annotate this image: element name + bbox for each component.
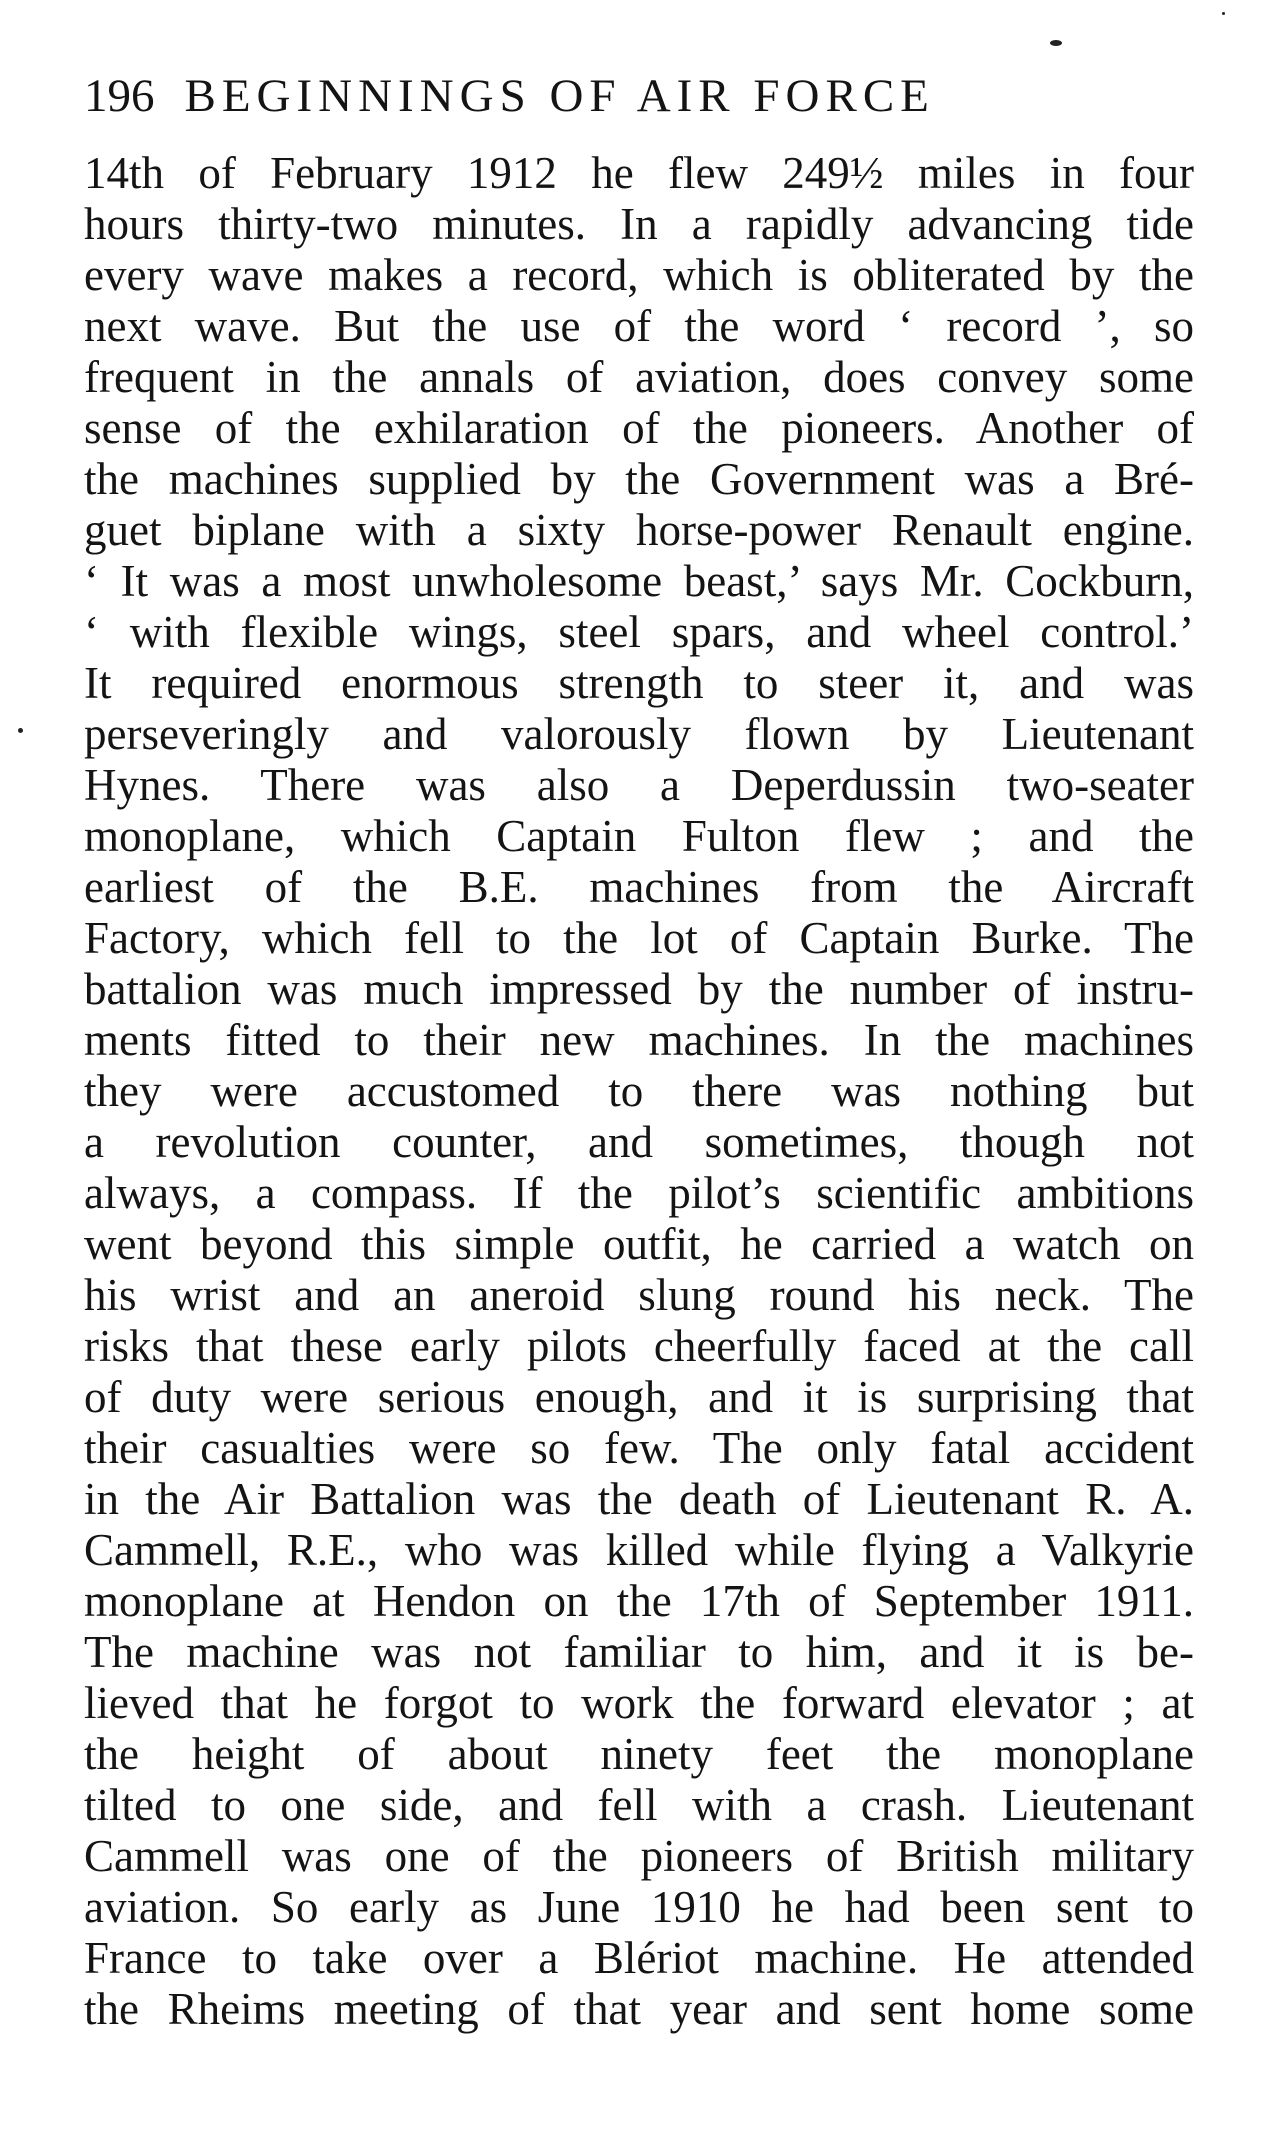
text-line: of duty were serious enough, and it is surprising that [84,1372,1194,1422]
text-line: ments fitted to their new machines. In the machines [84,1015,1194,1065]
print-speck [1222,12,1225,15]
text-line: The machine was not familiar to him, and it is be- [84,1627,1194,1677]
text-line: the machines supplied by the Government was a Bré- [84,454,1194,504]
page-number: 196 [84,70,155,122]
text-line: next wave. But the use of the word ‘ record ’, so [84,301,1194,351]
text-line: in the Air Battalion was the death of Lieutenant R. A. [84,1474,1194,1524]
body-text [84,148,1194,2035]
print-speck [18,728,23,733]
text-line: France to take over a Blériot machine. He attended [84,1933,1194,1983]
text-line: their casualties were so few. The only fatal accident [84,1423,1194,1473]
text-line: a revolution counter, and sometimes, though not [84,1117,1194,1167]
page-header [84,66,1194,126]
text-line: tilted to one side, and fell with a crash. Lieutenant [84,1780,1194,1830]
text-line: guet biplane with a sixty horse-power Renault engine. [84,505,1194,555]
text-line: the height of about ninety feet the monoplane [84,1729,1194,1779]
text-line: aviation. So early as June 1910 he had been sent to [84,1882,1194,1932]
text-line: ‘ with flexible wings, steel spars, and wheel control.’ [84,607,1194,657]
text-line: Cammell was one of the pioneers of British military [84,1831,1194,1881]
text-line: perseveringly and valorously flown by Lieutenant [84,709,1194,759]
text-line: monoplane at Hendon on the 17th of September 1911. [84,1576,1194,1626]
running-head: BEGINNINGS OF AIR FORCE [184,70,935,122]
text-line: went beyond this simple outfit, he carried a watch on [84,1219,1194,1269]
text-line: they were accustomed to there was nothing but [84,1066,1194,1116]
text-line: frequent in the annals of aviation, does convey some [84,352,1194,402]
text-line: earliest of the B.E. machines from the Aircraft [84,862,1194,912]
text-line: ‘ It was a most unwholesome beast,’ says Mr. Cockburn, [84,556,1194,606]
text-line: hours thirty-two minutes. In a rapidly advancing tide [84,199,1194,249]
text-line: It required enormous strength to steer it, and was [84,658,1194,708]
text-line: risks that these early pilots cheerfully faced at the call [84,1321,1194,1371]
text-line: Cammell, R.E., who was killed while flying a Valkyrie [84,1525,1194,1575]
text-line: Hynes. There was also a Deperdussin two-seater [84,760,1194,810]
text-line: Factory, which fell to the lot of Captain Burke. The [84,913,1194,963]
text-line: always, a compass. If the pilot’s scientific ambitions [84,1168,1194,1218]
text-line: sense of the exhilaration of the pioneers. Another of [84,403,1194,453]
text-line: 14th of February 1912 he flew 249½ miles in four [84,148,1194,198]
print-speck [1050,40,1062,46]
text-line: his wrist and an aneroid slung round his neck. The [84,1270,1194,1320]
text-line: every wave makes a record, which is obliterated by the [84,250,1194,300]
text-line: battalion was much impressed by the number of instru- [84,964,1194,1014]
text-line: lieved that he forgot to work the forward elevator ; at [84,1678,1194,1728]
text-line: monoplane, which Captain Fulton flew ; and the [84,811,1194,861]
text-line: the Rheims meeting of that year and sent home some [84,1984,1194,2034]
